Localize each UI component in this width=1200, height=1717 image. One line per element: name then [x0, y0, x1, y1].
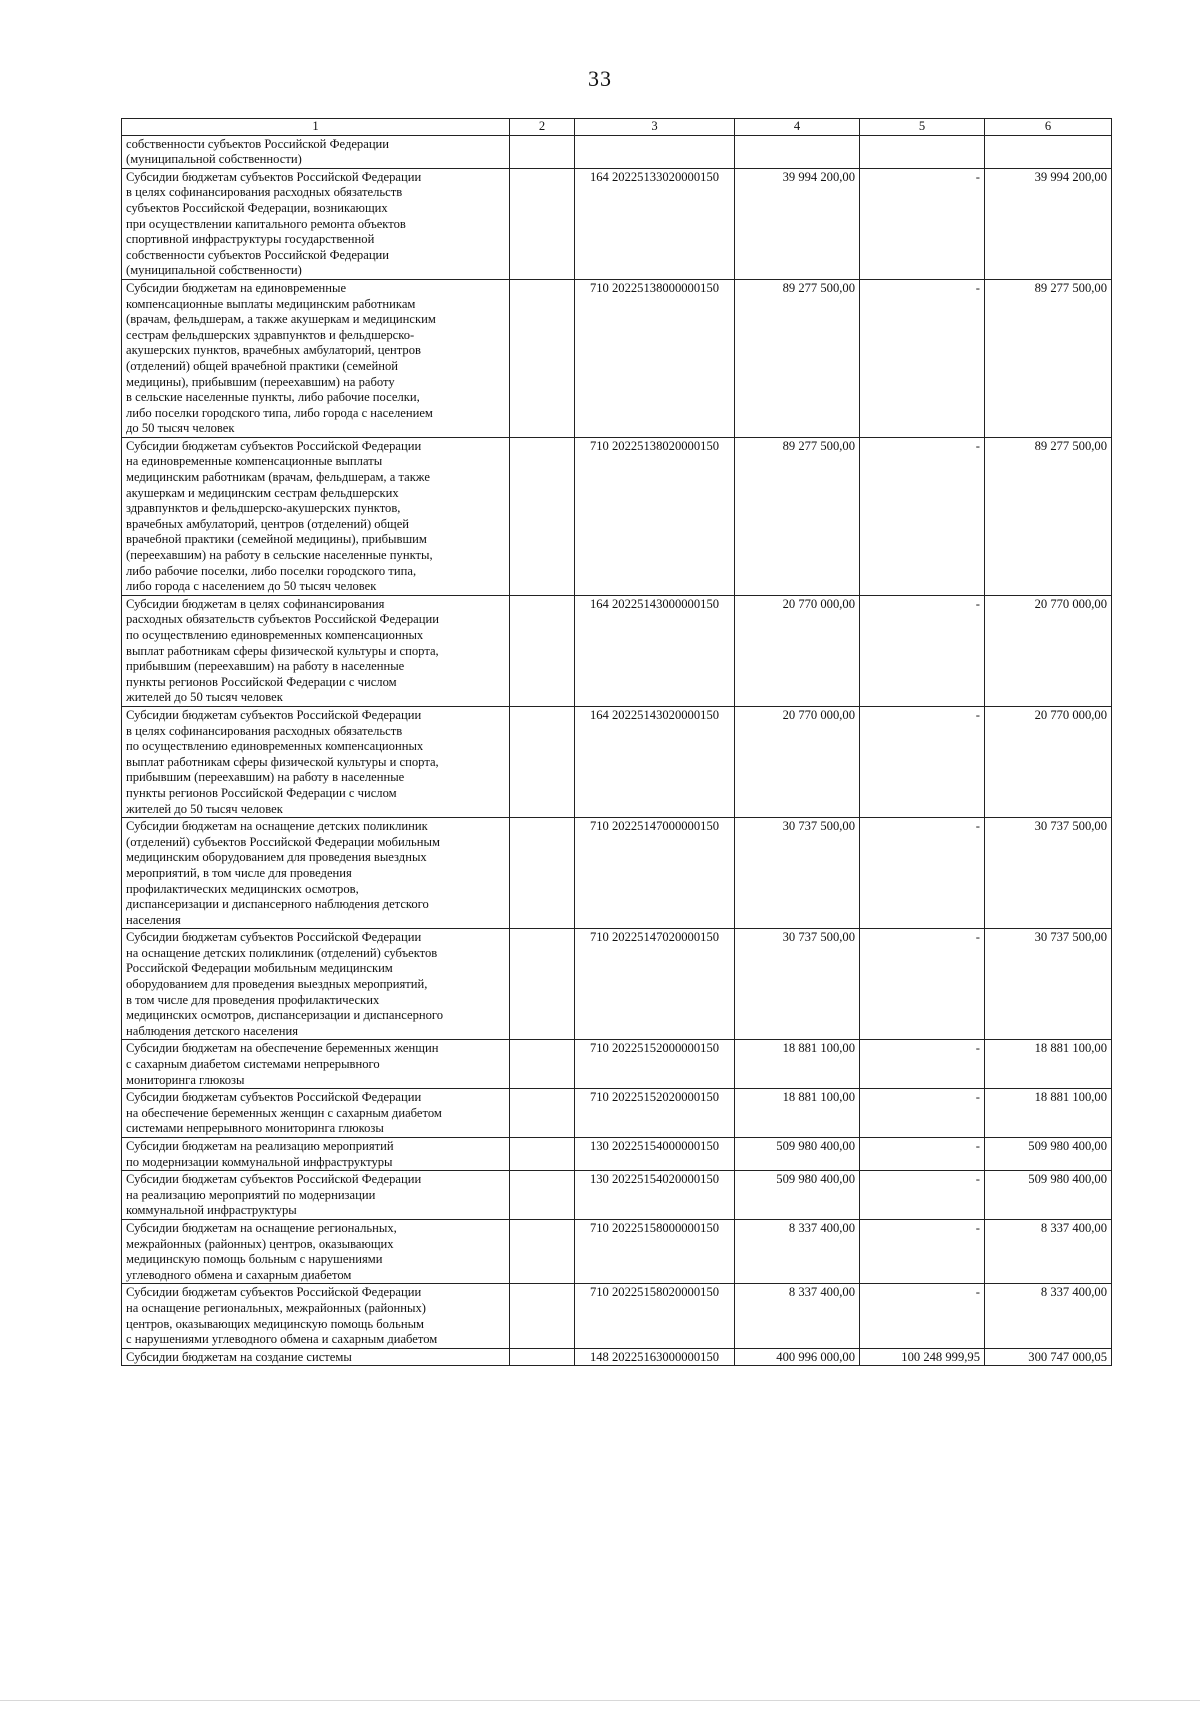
table-row [122, 929, 1112, 1040]
header-row [122, 119, 1112, 136]
table-row [122, 706, 1112, 817]
row-amount-total: 8 337 400,00 [735, 1284, 860, 1348]
row-budget-code: 130 20225154020000150 [575, 1171, 735, 1220]
row-amount-total: 89 277 500,00 [735, 437, 860, 595]
table-row [122, 1040, 1112, 1089]
table-row [122, 437, 1112, 595]
row-description: Субсидии бюджетам на создание системы [122, 1348, 510, 1366]
row-description: Субсидии бюджетам субъектов Российской Федерации на единовременные компенсационные выплаты медицинским работникам (врачам, фельдшерам, а также акушеркам и медицинским сестрам фельдшерских здравпунктов и фельдшерско-акушерских пунктов, врачебных амбулаторий, центров (отделений) общей врачебной практики (семейной медицины), прибывшим (переехавшим) на работу в сельские населенные пункты, либо рабочие поселки, либо поселки городского типа, либо города с населением до 50 тысяч человек [122, 437, 510, 595]
table-row [122, 1219, 1112, 1283]
row-amount-total [735, 135, 860, 168]
row-amount-total: 18 881 100,00 [735, 1040, 860, 1089]
row-col2 [510, 1171, 575, 1220]
row-col2 [510, 818, 575, 929]
row-description: Субсидии бюджетам субъектов Российской Федерации на обеспечение беременных женщин с сахарным диабетом системами непрерывного мониторинга глюкозы [122, 1089, 510, 1138]
row-budget-code [575, 135, 735, 168]
row-amount-executed: - [860, 279, 985, 437]
row-amount-executed: - [860, 168, 985, 279]
row-description: Субсидии бюджетам на оснащение детских поликлиник (отделений) субъектов Российской Федерации мобильным медицинским оборудованием для проведения выездных мероприятий, в том числе для проведения профилактических медицинских осмотров, диспансеризации и диспансерного наблюдения детского населения [122, 818, 510, 929]
row-amount-remaining: 39 994 200,00 [985, 168, 1112, 279]
row-col2 [510, 1284, 575, 1348]
table-row [122, 279, 1112, 437]
header-col-3: 3 [575, 119, 735, 136]
row-description: Субсидии бюджетам на реализацию мероприятий по модернизации коммунальной инфраструктуры [122, 1138, 510, 1171]
row-amount-remaining: 8 337 400,00 [985, 1219, 1112, 1283]
row-col2 [510, 929, 575, 1040]
row-amount-total: 20 770 000,00 [735, 706, 860, 817]
row-amount-executed: - [860, 437, 985, 595]
row-amount-total: 8 337 400,00 [735, 1219, 860, 1283]
row-description: Субсидии бюджетам на обеспечение беременных женщин с сахарным диабетом системами непрерывного мониторинга глюкозы [122, 1040, 510, 1089]
row-budget-code: 164 20225143000000150 [575, 595, 735, 706]
header-col-4: 4 [735, 119, 860, 136]
row-amount-total: 18 881 100,00 [735, 1089, 860, 1138]
row-budget-code: 164 20225143020000150 [575, 706, 735, 817]
row-col2 [510, 1040, 575, 1089]
row-amount-remaining: 20 770 000,00 [985, 706, 1112, 817]
row-description: Субсидии бюджетам в целях софинансирования расходных обязательств субъектов Российской Федерации по осуществлению единовременных компенсационных выплат работникам сферы физической культуры и спорта, прибывшим (переехавшим) на работу в населенные пункты регионов Российской Федерации с числом жителей до 50 тысяч человек [122, 595, 510, 706]
row-amount-total: 39 994 200,00 [735, 168, 860, 279]
row-amount-remaining: 89 277 500,00 [985, 279, 1112, 437]
header-col-6: 6 [985, 119, 1112, 136]
row-amount-total: 509 980 400,00 [735, 1138, 860, 1171]
row-budget-code: 164 20225133020000150 [575, 168, 735, 279]
budget-table [121, 118, 1112, 1366]
row-amount-total: 20 770 000,00 [735, 595, 860, 706]
row-amount-executed: - [860, 1284, 985, 1348]
row-budget-code: 148 20225163000000150 [575, 1348, 735, 1366]
row-amount-remaining: 300 747 000,05 [985, 1348, 1112, 1366]
row-amount-remaining: 509 980 400,00 [985, 1138, 1112, 1171]
header-col-5: 5 [860, 119, 985, 136]
row-amount-executed: 100 248 999,95 [860, 1348, 985, 1366]
row-description: Субсидии бюджетам субъектов Российской Федерации на оснащение детских поликлиник (отделений) субъектов Российской Федерации мобильным медицинским оборудованием для проведения выездных мероприятий, в том числе для проведения профилактических медицинских осмотров, диспансеризации и диспансерного наблюдения детского населения [122, 929, 510, 1040]
row-budget-code: 130 20225154000000150 [575, 1138, 735, 1171]
table-row [122, 168, 1112, 279]
row-budget-code: 710 20225158000000150 [575, 1219, 735, 1283]
row-amount-executed: - [860, 818, 985, 929]
row-budget-code: 710 20225138020000150 [575, 437, 735, 595]
row-amount-executed: - [860, 1138, 985, 1171]
row-amount-remaining: 30 737 500,00 [985, 929, 1112, 1040]
table-row [122, 1348, 1112, 1366]
row-description: Субсидии бюджетам субъектов Российской Федерации в целях софинансирования расходных обязательств субъектов Российской Федерации, возникающих при осуществлении капитального ремонта объектов спортивной инфраструктуры государственной собственности субъектов Российской Федерации (муниципальной собственности) [122, 168, 510, 279]
row-amount-executed: - [860, 929, 985, 1040]
row-amount-executed: - [860, 706, 985, 817]
row-col2 [510, 1219, 575, 1283]
row-amount-remaining: 8 337 400,00 [985, 1284, 1112, 1348]
table-row [122, 595, 1112, 706]
row-amount-total: 89 277 500,00 [735, 279, 860, 437]
row-budget-code: 710 20225152020000150 [575, 1089, 735, 1138]
table-row [122, 135, 1112, 168]
row-description: Субсидии бюджетам субъектов Российской Федерации на реализацию мероприятий по модернизации коммунальной инфраструктуры [122, 1171, 510, 1220]
row-col2 [510, 1089, 575, 1138]
row-budget-code: 710 20225147000000150 [575, 818, 735, 929]
row-col2 [510, 279, 575, 437]
row-col2 [510, 595, 575, 706]
row-col2 [510, 135, 575, 168]
row-budget-code: 710 20225147020000150 [575, 929, 735, 1040]
row-col2 [510, 1348, 575, 1366]
row-amount-remaining: 89 277 500,00 [985, 437, 1112, 595]
row-amount-executed [860, 135, 985, 168]
row-col2 [510, 706, 575, 817]
table-row [122, 1089, 1112, 1138]
scan-edge-line [0, 1700, 1200, 1701]
row-description: Субсидии бюджетам на единовременные компенсационные выплаты медицинским работникам (врачам, фельдшерам, а также акушеркам и медицинским сестрам фельдшерских здравпунктов и фельдшерско- акушерских пунктов, врачебных амбулаторий, центров (отделений) общей врачебной практики (семейной медицины), прибывшим (переехавшим) на работу в сельские населенные пункты, либо рабочие поселки, либо поселки городского типа, либо города с населением до 50 тысяч человек [122, 279, 510, 437]
row-amount-remaining: 20 770 000,00 [985, 595, 1112, 706]
row-description: Субсидии бюджетам на оснащение региональных, межрайонных (районных) центров, оказывающих медицинскую помощь больным с нарушениями углеводного обмена и сахарным диабетом [122, 1219, 510, 1283]
row-col2 [510, 437, 575, 595]
row-amount-executed: - [860, 1089, 985, 1138]
row-description: собственности субъектов Российской Федерации (муниципальной собственности) [122, 135, 510, 168]
row-amount-remaining: 509 980 400,00 [985, 1171, 1112, 1220]
row-amount-total: 30 737 500,00 [735, 818, 860, 929]
row-amount-remaining [985, 135, 1112, 168]
table-row [122, 1171, 1112, 1220]
header-col-1: 1 [122, 119, 510, 136]
row-amount-total: 30 737 500,00 [735, 929, 860, 1040]
row-amount-executed: - [860, 1171, 985, 1220]
row-description: Субсидии бюджетам субъектов Российской Федерации на оснащение региональных, межрайонных (районных) центров, оказывающих медицинскую помощь больным с нарушениями углеводного обмена и сахарным диабетом [122, 1284, 510, 1348]
row-amount-remaining: 18 881 100,00 [985, 1040, 1112, 1089]
table-row [122, 1138, 1112, 1171]
row-amount-remaining: 18 881 100,00 [985, 1089, 1112, 1138]
table-row [122, 1284, 1112, 1348]
row-amount-executed: - [860, 595, 985, 706]
table-row [122, 818, 1112, 929]
header-col-2: 2 [510, 119, 575, 136]
row-col2 [510, 1138, 575, 1171]
row-col2 [510, 168, 575, 279]
row-amount-total: 400 996 000,00 [735, 1348, 860, 1366]
row-budget-code: 710 20225138000000150 [575, 279, 735, 437]
row-amount-executed: - [860, 1040, 985, 1089]
row-amount-total: 509 980 400,00 [735, 1171, 860, 1220]
row-description: Субсидии бюджетам субъектов Российской Федерации в целях софинансирования расходных обязательств по осуществлению единовременных компенсационных выплат работникам сферы физической культуры и спорта, прибывшим (переехавшим) на работу в населенные пункты регионов Российской Федерации с числом жителей до 50 тысяч человек [122, 706, 510, 817]
row-amount-remaining: 30 737 500,00 [985, 818, 1112, 929]
row-budget-code: 710 20225158020000150 [575, 1284, 735, 1348]
row-budget-code: 710 20225152000000150 [575, 1040, 735, 1089]
page-number: 33 [588, 66, 612, 91]
row-amount-executed: - [860, 1219, 985, 1283]
